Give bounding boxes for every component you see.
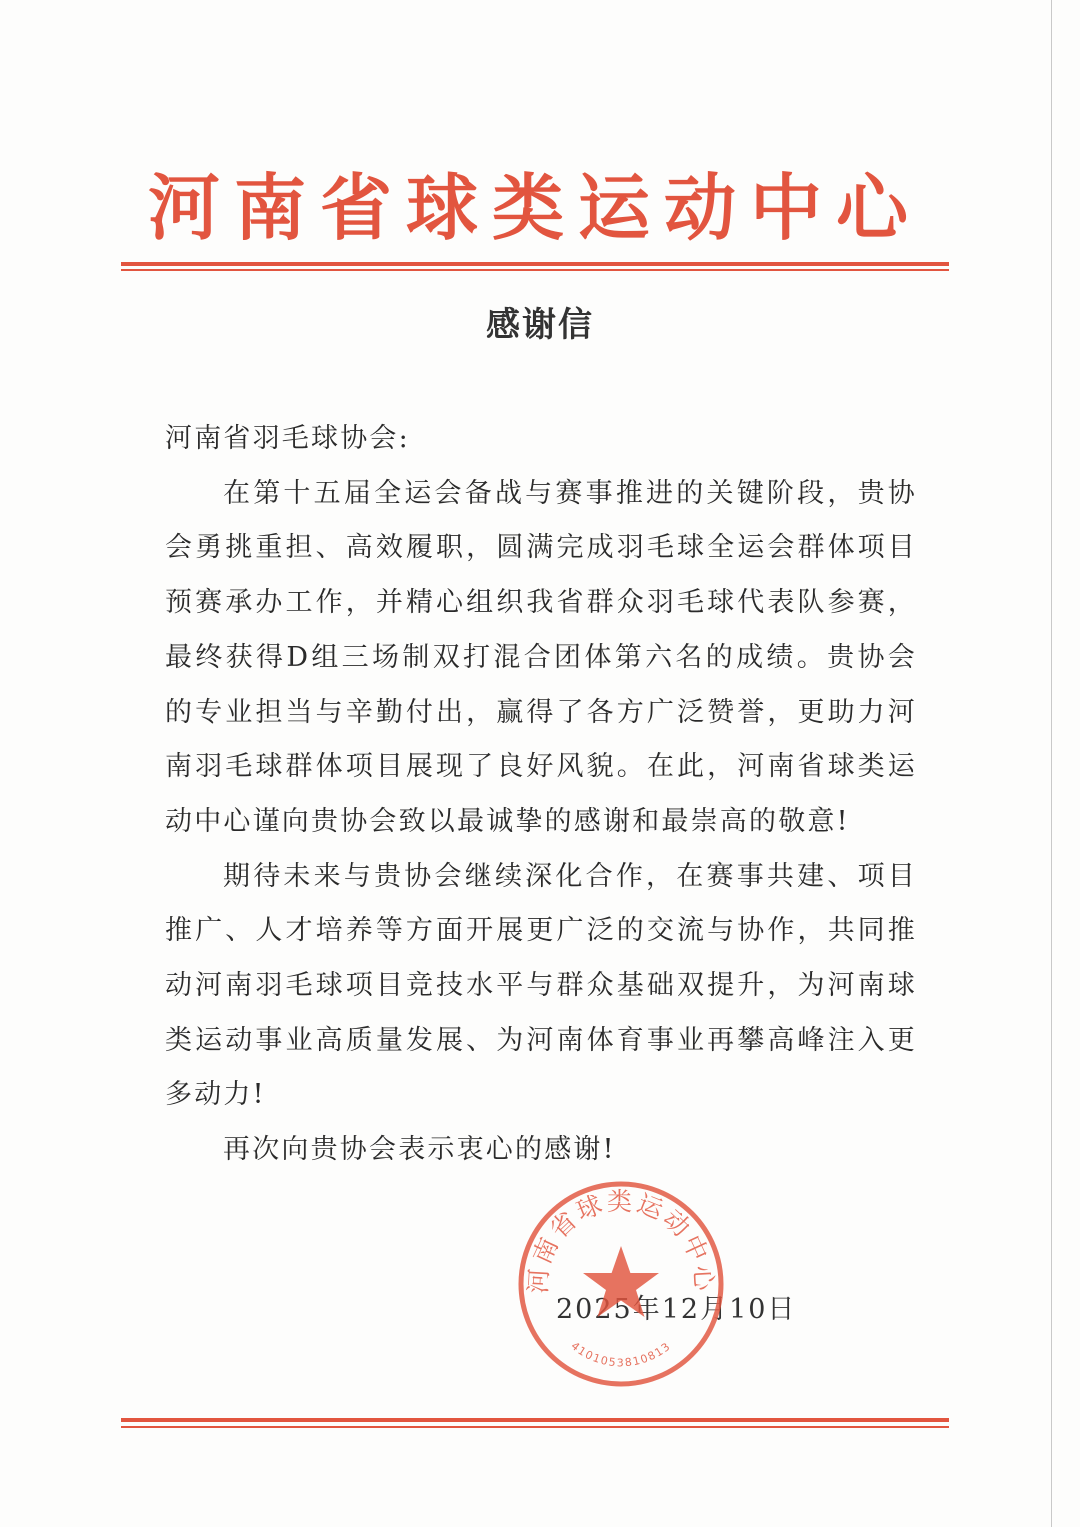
- official-seal: [515, 1178, 727, 1390]
- paragraph-2: 期待未来与贵协会继续深化合作，在赛事共建、项目推广、人才培养等方面开展更广泛的交流与协作，共同推动河南羽毛球项目竞技水平与群众基础双提升，为河南球类运动事业高质量发展、为河南体育事业再攀高峰注入更多动力!: [165, 860, 917, 1111]
- letter-title: 感谢信: [486, 305, 594, 345]
- footer-rule-thick: [121, 1418, 949, 1422]
- seal-name-path: 河南省球类运动中心: [523, 1187, 719, 1295]
- letterhead-rule-thin: [121, 269, 949, 271]
- footer-rule-thin: [121, 1426, 949, 1428]
- paragraph-3: 再次向贵协会表示衷心的感谢!: [223, 1134, 616, 1166]
- seal-code-path: 4101053810813: [568, 1339, 674, 1370]
- letterhead-org-name: 河南省球类运动中心: [147, 166, 922, 250]
- letterhead-rule-thick: [121, 262, 949, 266]
- page-edge: [1051, 0, 1052, 1527]
- star-icon: [583, 1246, 659, 1317]
- paragraph-1: 在第十五届全运会备战与赛事推进的关键阶段，贵协会勇挑重担、高效履职，圆满完成羽毛球全运会群体项目预赛承办工作，并精心组织我省群众羽毛球代表队参赛，最终获得D组三场制双打混合团体第六名的成绩。贵协会的专业担当与辛勤付出，赢得了各方广泛赞誉，更助力河南羽毛球群体项目展现了良好风貌。在此，河南省球类运动中心谨向贵协会致以最诚挚的感谢和最崇高的敬意!: [165, 477, 917, 837]
- letter-body: [165, 412, 917, 1178]
- salutation: 河南省羽毛球协会:: [165, 423, 410, 454]
- letter-date: 2025年12月10日: [556, 1294, 797, 1325]
- seal-code-text: [569, 1339, 674, 1369]
